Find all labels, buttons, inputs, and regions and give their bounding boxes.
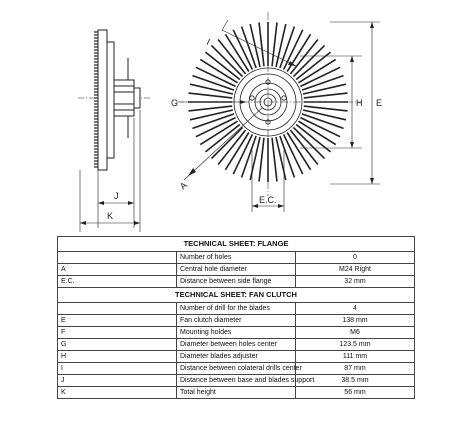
row-value: 123.5 mm bbox=[296, 339, 415, 351]
row-code: F bbox=[58, 327, 177, 339]
row-code bbox=[58, 303, 177, 315]
cooling-fin bbox=[250, 137, 260, 180]
row-code: J bbox=[58, 375, 177, 387]
row-value: 0 bbox=[296, 252, 415, 264]
row-code: I bbox=[58, 363, 177, 375]
flange-header-row bbox=[58, 237, 415, 252]
row-value: 111 mm bbox=[296, 351, 415, 363]
row-description: Number of holes bbox=[177, 252, 296, 264]
row-description: Distance between side flange bbox=[177, 276, 296, 288]
dim-label-h: H bbox=[356, 98, 363, 108]
table-row bbox=[58, 327, 415, 339]
dim-label-k: K bbox=[107, 211, 114, 221]
dim-label-j: J bbox=[114, 191, 119, 201]
row-description: Distance between colateral drills center bbox=[177, 363, 296, 375]
cooling-fin bbox=[304, 93, 348, 98]
row-description: Distance between base and blades support bbox=[177, 375, 296, 387]
row-description: Fan clutch diameter bbox=[177, 315, 296, 327]
cooling-fin bbox=[189, 106, 233, 111]
row-code: E.C. bbox=[58, 276, 177, 288]
table-row bbox=[58, 315, 415, 327]
clutch-title: TECHNICAL SHEET: FAN CLUTCH bbox=[58, 288, 415, 303]
dim-label-e: E bbox=[376, 98, 383, 108]
row-value: 32 mm bbox=[296, 276, 415, 288]
row-description: Number of drill for the blades bbox=[177, 303, 296, 315]
cooling-fin bbox=[259, 23, 264, 67]
row-code: E bbox=[58, 315, 177, 327]
cooling-fin bbox=[250, 24, 260, 67]
row-value: 56 mm bbox=[296, 387, 415, 399]
row-value: 138 mm bbox=[296, 315, 415, 327]
cooling-fin bbox=[304, 106, 348, 111]
cooling-fin bbox=[259, 138, 264, 182]
cooling-fin bbox=[303, 84, 346, 94]
row-code: K bbox=[58, 387, 177, 399]
row-code: H bbox=[58, 351, 177, 363]
table-row bbox=[58, 387, 415, 399]
table-row bbox=[58, 264, 415, 276]
side-view bbox=[78, 30, 152, 232]
cooling-fin bbox=[303, 110, 346, 120]
cooling-fin bbox=[190, 84, 233, 94]
row-value: M6 bbox=[296, 327, 415, 339]
row-value: 38.5 mm bbox=[296, 375, 415, 387]
dim-label-a: A bbox=[177, 180, 189, 192]
cooling-fin bbox=[272, 23, 277, 67]
row-code: G bbox=[58, 339, 177, 351]
clutch-header-row bbox=[58, 288, 415, 303]
row-description: Mounting holdes bbox=[177, 327, 296, 339]
row-value: M24 Right bbox=[296, 264, 415, 276]
row-value: 87 mm bbox=[296, 363, 415, 375]
dim-label-g: G bbox=[171, 98, 179, 108]
row-code: A bbox=[58, 264, 177, 276]
dim-label-i: I bbox=[205, 36, 212, 47]
dim-label-ec: E.C. bbox=[259, 195, 277, 205]
technical-sheet-table bbox=[57, 236, 415, 399]
row-value: 4 bbox=[296, 303, 415, 315]
row-description: Total height bbox=[177, 387, 296, 399]
cooling-fin bbox=[276, 137, 286, 180]
table-row bbox=[58, 252, 415, 264]
cooling-fin bbox=[272, 138, 277, 182]
row-description: Diameter blades adjuster bbox=[177, 351, 296, 363]
row-code bbox=[58, 252, 177, 264]
cooling-fin bbox=[190, 110, 233, 120]
cooling-fin bbox=[189, 93, 233, 98]
row-description: Diameter between holes center bbox=[177, 339, 296, 351]
table-row bbox=[58, 339, 415, 351]
table-row bbox=[58, 375, 415, 387]
flange-title: TECHNICAL SHEET: FLANGE bbox=[58, 237, 415, 252]
row-description: Central hole diameter bbox=[177, 264, 296, 276]
table-row bbox=[58, 303, 415, 315]
table-row bbox=[58, 351, 415, 363]
table-row bbox=[58, 363, 415, 375]
table-row bbox=[58, 276, 415, 288]
